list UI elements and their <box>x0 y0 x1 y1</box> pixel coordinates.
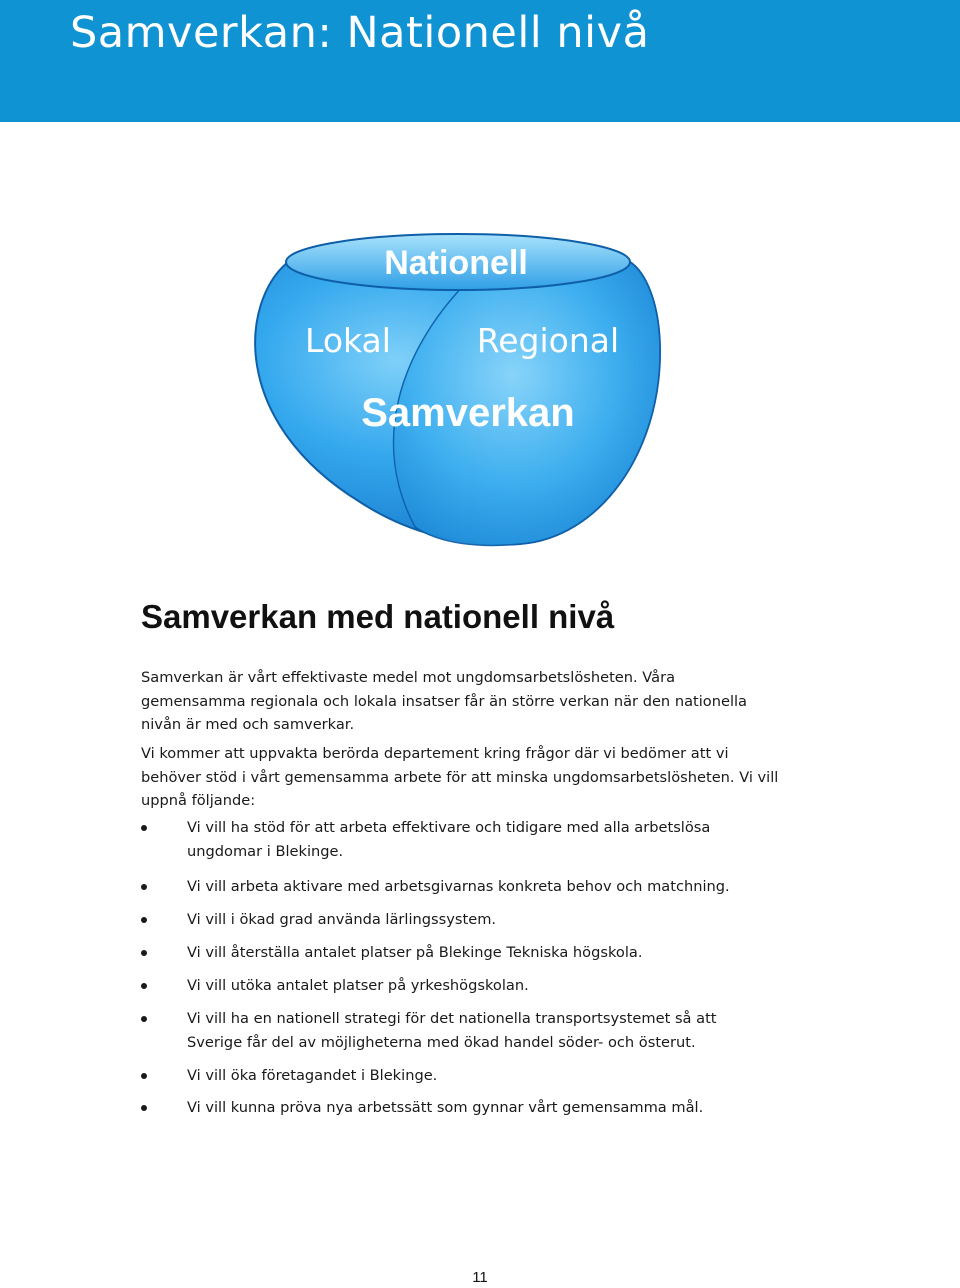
bullet-icon <box>141 983 147 989</box>
list-item-text: Vi vill ha stöd för att arbeta effektivare och tidigare med alla arbetslösa ungdomar i Blekinge. <box>187 819 711 860</box>
bullet-icon <box>141 1073 147 1079</box>
header-band <box>0 0 960 122</box>
list-item <box>141 908 781 932</box>
bullet-icon <box>141 1016 147 1022</box>
list-item <box>141 941 781 965</box>
bullet-icon <box>141 1105 147 1111</box>
goals-intro-paragraph: Vi kommer att uppvakta berörda departement kring frågor där vi bedömer att vi behöver stöd i vårt gemensamma arbete för att minska ungdomsarbetslösheten. Vi vill uppnå följande: <box>141 745 779 809</box>
list-item-text: Vi vill ha en nationell strategi för det nationella transportsystemet så att Sverige får del av möjligheterna med ökad handel söder- och österut. <box>187 1010 717 1051</box>
section-heading: Samverkan med nationell nivå <box>141 598 615 635</box>
bullet-icon <box>141 950 147 956</box>
page-number: 11 <box>472 1269 488 1286</box>
list-item-text: Vi vill kunna pröva nya arbetssätt som gynnar vårt gemensamma mål. <box>187 1099 704 1116</box>
list-item-text: Vi vill i ökad grad använda lärlingssystem. <box>187 911 497 928</box>
label-regional: Regional <box>476 321 620 360</box>
bullet-icon <box>141 884 147 890</box>
intro-paragraph: Samverkan är vårt effektivaste medel mot ungdomsarbetslösheten. Våra gemensamma regionala och lokala insatser får än större verkan när den nationella nivån är med och samverkar. <box>141 669 747 733</box>
list-item-text: Vi vill återställa antalet platser på Blekinge Tekniska högskola. <box>187 944 643 961</box>
list-item <box>141 974 781 998</box>
list-item <box>141 1096 781 1120</box>
list-item-text: Vi vill arbeta aktivare med arbetsgivarnas konkreta behov och matchning. <box>187 878 730 895</box>
bullet-icon <box>141 917 147 923</box>
page-title: Samverkan: Nationell nivå <box>70 8 650 58</box>
label-lokal: Lokal <box>305 321 391 360</box>
list-item <box>141 875 781 899</box>
label-samverkan: Samverkan <box>361 391 575 435</box>
list-item-text: Vi vill öka företagandet i Blekinge. <box>187 1067 438 1084</box>
label-nationell: Nationell <box>384 244 528 282</box>
bullet-icon <box>141 825 147 831</box>
list-item <box>141 1007 781 1054</box>
samverkan-diagram <box>240 222 680 552</box>
list-item <box>141 816 781 863</box>
diagram-svg <box>240 222 680 552</box>
list-item-text: Vi vill utöka antalet platser på yrkeshögskolan. <box>187 977 529 994</box>
list-item <box>141 1064 781 1088</box>
